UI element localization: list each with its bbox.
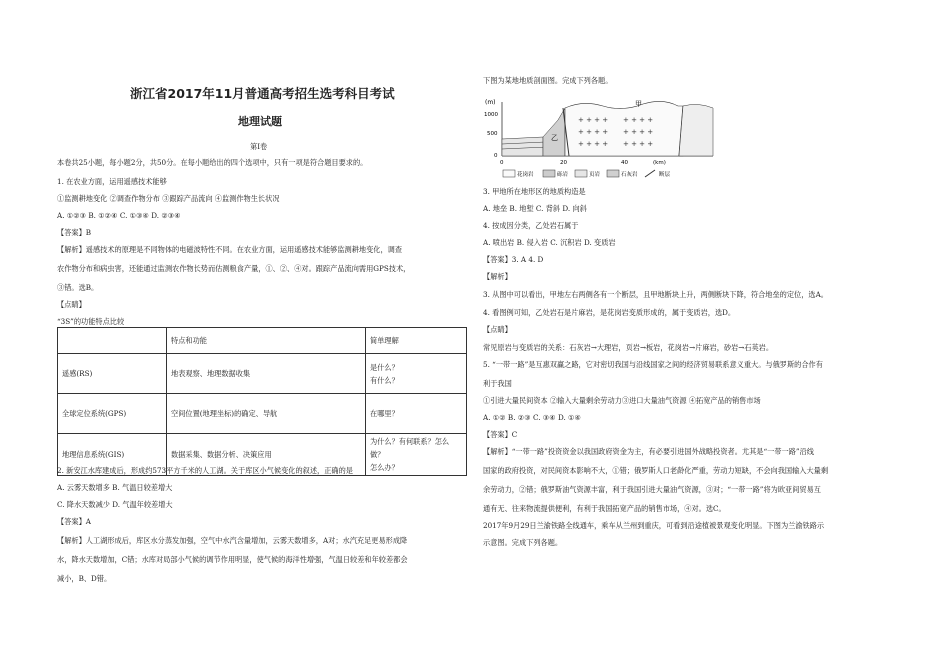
text-line: ③错。选B。 [57,283,99,292]
legend-label: 页岩 [589,172,601,178]
label-jia: 甲 [635,100,642,108]
text-line: A. 云雾天数增多 B. 气温日较差增大 [57,483,173,492]
cell-line: 有什么？ [370,375,399,385]
table-cell [366,434,467,476]
text-line: 2. 新安江水库建成后，形成约573平方千米的人工湖。关于库区小气候变化的叙述，正确的是 [57,466,353,475]
text-line: A. 喷出岩 B. 侵入岩 C. 沉积岩 D. 变质岩 [483,238,616,247]
text-line: 本卷共25小题，每小题2分，共50分。在每小题给出的四个选项中，只有一项是符合题目要求的。 [57,158,368,167]
text-line: 示意图。完成下列各题。 [483,538,563,547]
table-cell: 遥感(RS) [58,354,167,394]
text-line: 减小，B、D错。 [57,574,112,583]
text-line: 国家的政府投资，对民间资本影响不大，①错；俄罗斯人口老龄化严重，劳动力短缺，不会向我国输入大量剩 [483,466,829,475]
svg-text:+ + + +: + + + + [623,140,654,148]
table-cell: 空间位置(地理坐标)的确定、导航 [167,394,366,434]
limestone-layer [543,108,565,156]
shale-layer [502,137,543,156]
text-line: 【解析】 [483,272,512,281]
text-line: 【解析】遥感技术的原理是不同物体的电磁波特性不同。在农业方面，运用遥感技术能够监测耕地变化，调查 [57,245,403,254]
svg-text:+ + + +: + + + + [578,128,609,136]
table-cell: 数据采集、数据分析、决策应用 [167,434,366,476]
table-cell: 全球定位系统(GPS) [58,394,167,434]
text-line: 4. 看图例可知，乙处岩石是片麻岩，是花岗岩变质形成的，属于变质岩，选D。 [483,308,736,317]
text-line: 【答案】3. A 4. D [483,255,544,264]
text-line: C. 降水天数减少 D. 气温年较差增大 [57,500,173,509]
x-tick-label: 40 [621,160,628,166]
text-line: “3S”的功能特点比较 [57,317,125,326]
svg-text:+ + + +: + + + + [623,128,654,136]
text-line: 4. 按成因分类，乙处岩石属于 [483,221,579,230]
table-header-cell: 特点和功能 [167,328,366,354]
x-tick-label: 0 [500,160,504,166]
text-line: 通有无、往来物流提供便利，有利于我国拓宽产品的销售市场，④对。选C。 [483,504,726,513]
text-line: A. 地垒 B. 地堑 C. 背斜 D. 向斜 [483,204,587,213]
x-axis-unit: (km) [653,160,666,166]
text-line: 【解析】人工湖形成后，库区水分蒸发加强，空气中水汽含量增加，云雾天数增多，A对；水汽充足更易形成降 [57,536,408,545]
svg-text:+ + + +: + + + + [578,140,609,148]
y-tick-label: 500 [487,131,498,137]
table-cell [366,354,467,394]
text-line: 5. “一带一路”是互惠双赢之路，它对密切我国与沿线国家之间的经济贸易联系意义重大。与俄罗斯的合作有 [483,360,823,369]
text-line: 【答案】B [57,228,92,237]
svg-text:+ + + +: + + + + [623,116,654,124]
legend-label: 石灰岩 [621,172,638,178]
3s-comparison-table [57,327,467,476]
text-line: 【点睛】 [483,325,512,334]
table-header-cell [58,328,167,354]
table-header-row [58,328,467,354]
text-line: 3. 甲地所在地形区的地质构造是 [483,187,586,196]
text-line: 1. 在农业方面，运用遥感技术能够 [57,177,167,186]
text-line: 【点睛】 [57,300,86,309]
y-axis-unit: (m) [485,99,496,106]
svg-text:+ + + +: + + + + [578,116,609,124]
x-tick-label: 20 [560,160,567,166]
label-yi: 乙 [551,134,558,142]
page-title: 浙江省2017年11月普通高考招生选考科目考试 [130,86,395,101]
page-subtitle: 地理试题 [238,115,282,128]
text-line: 【解析】“一带一路”投资资金以我国政府资金为主，有必要引进国外战略投资者。尤其是“一带一路”沿线 [483,447,814,456]
text-line: 常见原岩与变质岩的关系：石灰岩→大理岩，页岩→板岩，花岗岩→片麻岩，砂岩→石英岩。 [483,343,774,352]
legend-label: 花岗岩 [517,172,534,178]
text-line: 农作物分布和病虫害，还能通过监测农作物长势而估测粮食产量，①、②、④对。跟踪产品流向需用GPS技术， [57,264,411,273]
text-line: 2017年9月29日兰渝铁路全线通车，乘车从兰州到重庆，可看到沿途植被景观变化明显。下图为兰渝铁路示 [483,521,825,530]
table-header-cell: 简单理解 [366,328,467,354]
text-line: 水，降水天数增加，C错；水库对局部小气候的调节作用明显，使气候的海洋性增强，气温日较差和年较差都会 [57,555,408,564]
text-line: ①监测耕地变化 ②调查作物分布 ③跟踪产品流向 ④监测作物生长状况 [57,194,280,203]
text-line: ①引进大量民间资本 ②输入大量剩余劳动力③进口大量油气资源 ④拓宽产品的销售市场 [483,396,761,405]
figure-legend [503,170,671,178]
text-line: A. ①② B. ②③ C. ③④ D. ①④ [483,413,581,422]
table-row [58,354,467,394]
geologic-cross-section-figure [483,94,783,184]
text-line: 利于我国 [483,379,512,388]
text-line: 【答案】C [483,430,518,439]
cell-line: 为什么？有何联系？怎么做？ [370,437,450,459]
y-tick-label: 1000 [484,112,498,118]
table-cell: 地理信息系统(GIS) [58,434,167,476]
text-line: A. ①②③ B. ①②④ C. ①③④ D. ②③④ [57,211,181,220]
legend-label: 断层 [659,172,671,178]
text-line: 下图为某地地质剖面图。完成下列各题。 [483,76,613,85]
table-cell: 地表观察、地理数据收集 [167,354,366,394]
table-cell: 在哪里？ [366,394,467,434]
legend-label: 砾岩 [557,172,569,178]
right-strata [679,104,713,156]
part-label: 第Ⅰ卷 [250,142,268,151]
cell-line: 是什么？ [370,362,399,372]
text-line: 【答案】A [57,517,91,526]
table-row [58,394,467,434]
text-line: 余劳动力，②错；俄罗斯油气资源丰富，利于我国引进大量油气资源，③对；“一带一路”将为欧亚间贸易互 [483,485,821,494]
y-tick-label: 0 [494,153,498,159]
cell-line: 怎么办？ [370,463,399,472]
text-line: 3. 从图中可以看出，甲地左右两侧各有一个断层，且甲地断块上升，两侧断块下降，符合地垒的定位，选A。 [483,290,828,299]
